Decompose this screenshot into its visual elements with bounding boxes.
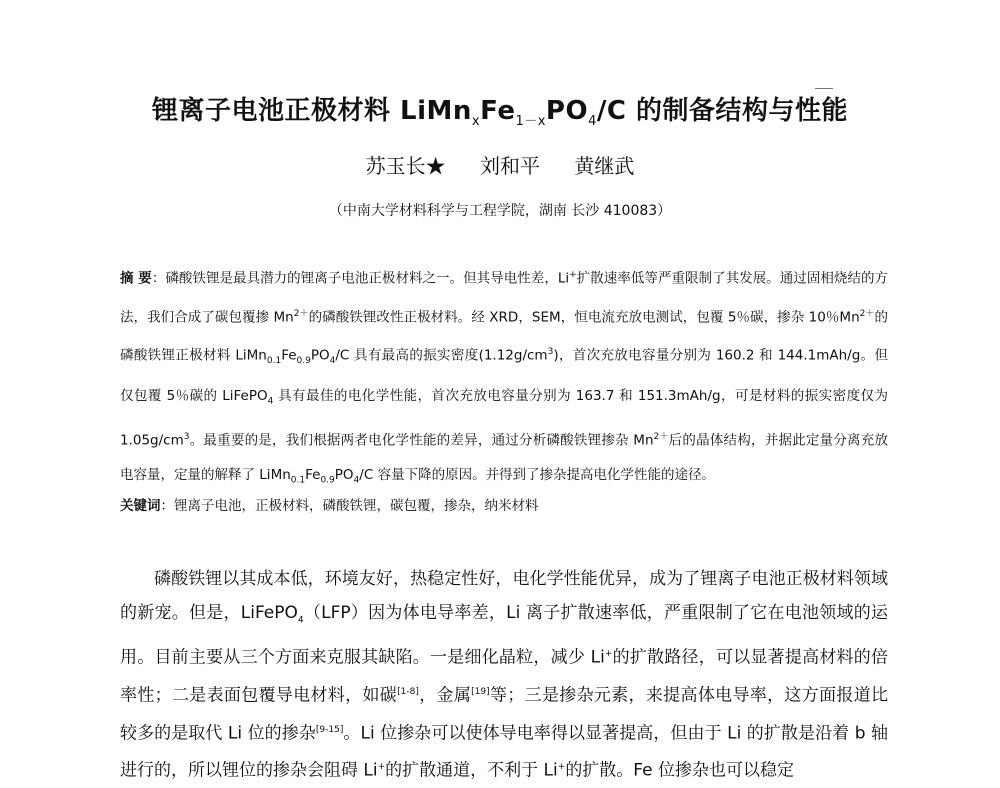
decorative-dash — [815, 88, 833, 89]
citation[interactable]: [9-15] — [315, 724, 344, 735]
affiliation: （中南大学材料科学与工程学院，湖南 长沙 410083） — [328, 203, 672, 219]
author: 黄继武 — [574, 154, 635, 178]
author: 刘和平 — [480, 154, 540, 178]
abstract: 摘 要：磷酸铁锂是最具潜力的锂离子电池正极材料之一。但其导电性差，Li+扩散速率低等严重限制了其发展。通过固相烧结的方法，我们合成了碳包覆掺 $Mn^{2+}$的磷酸铁锂改性正极材料。经 XRD，SEM，恒电流充放电测试，包覆 5％碳，掺杂 10％$Mn^{2+}$的磷酸铁锂正极材料 $LiMn_{0.1}Fe_{0.9}PO_4/C$ 具有最高的振实密度$(1.12g/cm^3)$，首次充放电容量分别为 160.2 和 144.1mAh/g。但仅包覆 5％碳的 LiFePO$_4$ 具有最佳的电化学性能，首次充放电容量分别为 163.7 和 151.3mAh/g，可是材料的振实密度仅为 $1.05g/cm^3$。最重要的是，我们根据两者电化学性能的差异，通过分析磷酸铁锂掺杂 $Mn^{2+}$后的晶体结构，并据此定量分离充放电容量，定量的解释了 $LiMn_{0.1}Fe_{0.9}PO_4/C$ 容量下降的原因。并得到了掺杂提高电化学性能的途径。 — [120, 270, 889, 487]
keywords: 关键词：锂离子电池，正极材料，磷酸铁锂，碳包覆，掺杂，纳米材料 — [120, 498, 539, 514]
body-paragraph: 磷酸铁锂以其成本低，环境友好，热稳定性好，电化学性能优异，成为了锂离子电池正极材料领域的新宠。但是，LiFePO$_4$（LFP）因为体电导率差，Li 离子扩散速率低，严重限制了它在电池领域的运用。目前主要从三个方面来克服其缺陷。一是细化晶粒，减少 Li+的扩散路径，可以显著提高材料的倍率性；二是表面包覆导电材料，如碳[1-8]，金属[19]等；三是掺杂元素，来提高体电导率，这方面报道比较多的是取代 Li 位的掺杂[9-15]。Li 位掺杂可以使体导电率得以显著提高，但由于 Li 的扩散是沿着 b 轴进行的，所以锂位的掺杂会阻碍 Li+的扩散通道，不利于 Li+的扩散。Fe 位掺杂也可以稳定 — [120, 569, 889, 782]
abstract-label: 摘 要 — [120, 270, 152, 287]
citation[interactable]: [1-8] — [397, 687, 419, 698]
author-list — [0, 150, 1000, 179]
paper-title: 锂离子电池正极材料 $LiMn_xFe_{1-x}PO_4/C$ 的制备结构与性能 — [151, 96, 849, 130]
keywords-label: 关键词 — [120, 498, 161, 514]
author: 苏玉长★ — [365, 154, 446, 178]
citation[interactable]: [19] — [471, 687, 490, 698]
